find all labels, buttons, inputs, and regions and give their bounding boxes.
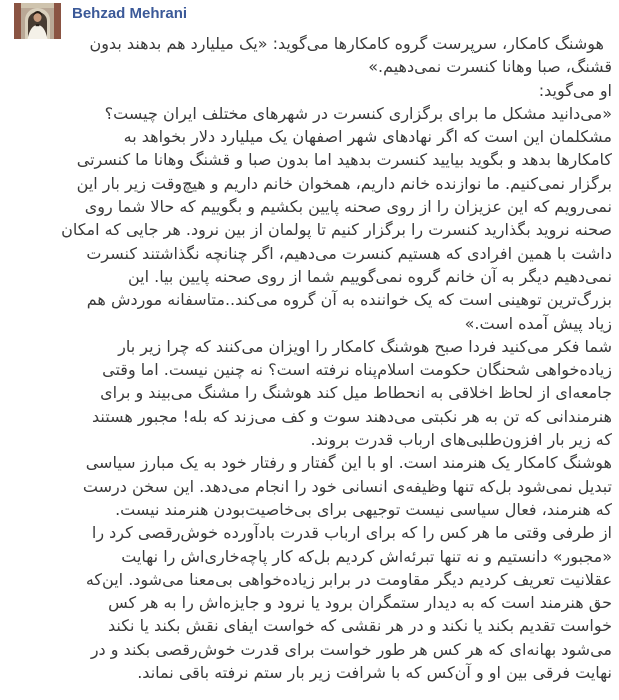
post-text-line: جامعه‌ای از لحاظ اخلاقی به انحطاط میل کند هوشنگ را مشنگ می‌بیند و برای xyxy=(100,383,612,403)
post-text-line: بزرگ‌ترین توهینی است که یک خواننده به آن گروه می‌کند..متاسفانه موردش هم xyxy=(86,290,612,310)
post-text-line: که زیر بار افزون‌طلبی‌های ارباب قدرت بروند. xyxy=(310,430,612,450)
post-text-line: نمی‌دهیم دیگر به آن خانم گروه نمی‌گوییم شما از روی صحنه پایین بیا. این xyxy=(127,266,612,286)
post-text-line: هوشنگ کامکار یک هنرمند است. او با این گفتار و رفتار خود به یک مبارز سیاسی xyxy=(85,453,612,473)
post-header xyxy=(0,0,619,32)
post-text-line: مشکلمان این است که اگر نهادهای شهر اصفهان یک میلیارد دلار بخواهد به xyxy=(123,127,612,147)
post-text-line: شما فکر می‌کنید فردا صبح هوشنگ کامکار را اویزان می‌کنند که چرا زیر بار xyxy=(118,336,612,356)
post-text-line: که هنرمند، فعال سیاسی نیست توجیهی برای بی‌خاصیت‌بودن هنرمند نیست. xyxy=(115,499,612,519)
post-text-line: «می‌دانید مشکل ما برای برگزاری کنسرت در شهرهای مختلف ایران چیست؟ xyxy=(104,103,612,123)
post-text-line: داشت با همین افرادی که هستیم کنسرت می‌دهیم، اگر چنانچه نگذاشتند کنسرت xyxy=(86,243,612,263)
post-text-line: زیاده‌خواهی شحنگان حکومت اسلام‌پناه نرفته است؟ نه چنین نیست. اما وقتی xyxy=(102,360,612,380)
post-text-line: از طرفی وقتی ما هر کس را که برای ارباب قدرت بادآورده خوش‌رقصی کرد را xyxy=(91,523,612,543)
post-text-line: عقلانیت تعریف کردیم دیگر مقاومت در برابر زیاده‌خواهی بی‌معنا می‌شود. این‌که xyxy=(85,569,612,589)
post-text xyxy=(0,32,612,684)
post-text-line: او می‌گوید: xyxy=(538,80,612,100)
post-text-line: هنرمندانی که تن به هر نکبتی می‌دهند سوت و کف می‌زند که بله! مجبور هستند xyxy=(92,406,612,426)
post-text-line: کامکارها بدهد و بگوید بیایید کنسرت بدهید اما بدون صبا و قشنگ وهانا ما کنسرتی xyxy=(76,150,612,170)
post-text-line: قشنگ، صبا وهانا کنسرت نمی‌دهیم.» xyxy=(368,57,612,77)
post-text-line: می‌شود بهانه‌ای که هر کس هر طور خواست برای قدرت خوش‌رقصی بکند و در xyxy=(90,639,612,659)
post-text-line: برگزار نمی‌کنیم. ما نوازنده خانم داریم، همخوان خانم داریم و هیچ‌وقت زیر بار این xyxy=(76,173,612,193)
post-text-line: «مجبور» دانستیم و نه تنها تبرئه‌اش کردیم بل‌که کار پاچه‌خاری‌اش را نهایت xyxy=(121,546,612,566)
username-link[interactable]: Behzad Mehrani xyxy=(72,5,188,22)
post-text-line: تبدیل نمی‌شود بل‌که تنها وظیفه‌ی انسانی خود را انجام می‌دهد. این سخن درست xyxy=(82,476,612,496)
post-text-line: نمی‌رویم که این عزیزان را از روی صحنه پایین بکشیم و بگوییم که حالا شما روی xyxy=(84,197,612,217)
post-text-line: هوشنگ کامکار، سرپرست گروه کامکارها می‌گوید: «یک میلیارد هم بدهند بدون xyxy=(89,34,604,53)
post-text-line: نهایت فرقی بین او و آن‌کس که با شرافت زیر بار ستم نرفته باقی نماند. xyxy=(137,663,612,683)
post-text-line: صحنه نروید بگذارید کنسرت را برگزار کنیم تا پولمان از بین نرود. هر جایی که امکان xyxy=(61,220,612,240)
post-text-line: خواست تقدیم بکند یا نکند و در هر نقشی که خواست ایفای نقش بکند یا نکند xyxy=(107,616,612,636)
post-text-line: زیاد پیش آمده است.» xyxy=(464,313,612,333)
post-text-line: حق هنرمند است که به دیدار ستمگران برود یا نرود و جایزه‌اش را به هر کس xyxy=(108,593,612,613)
